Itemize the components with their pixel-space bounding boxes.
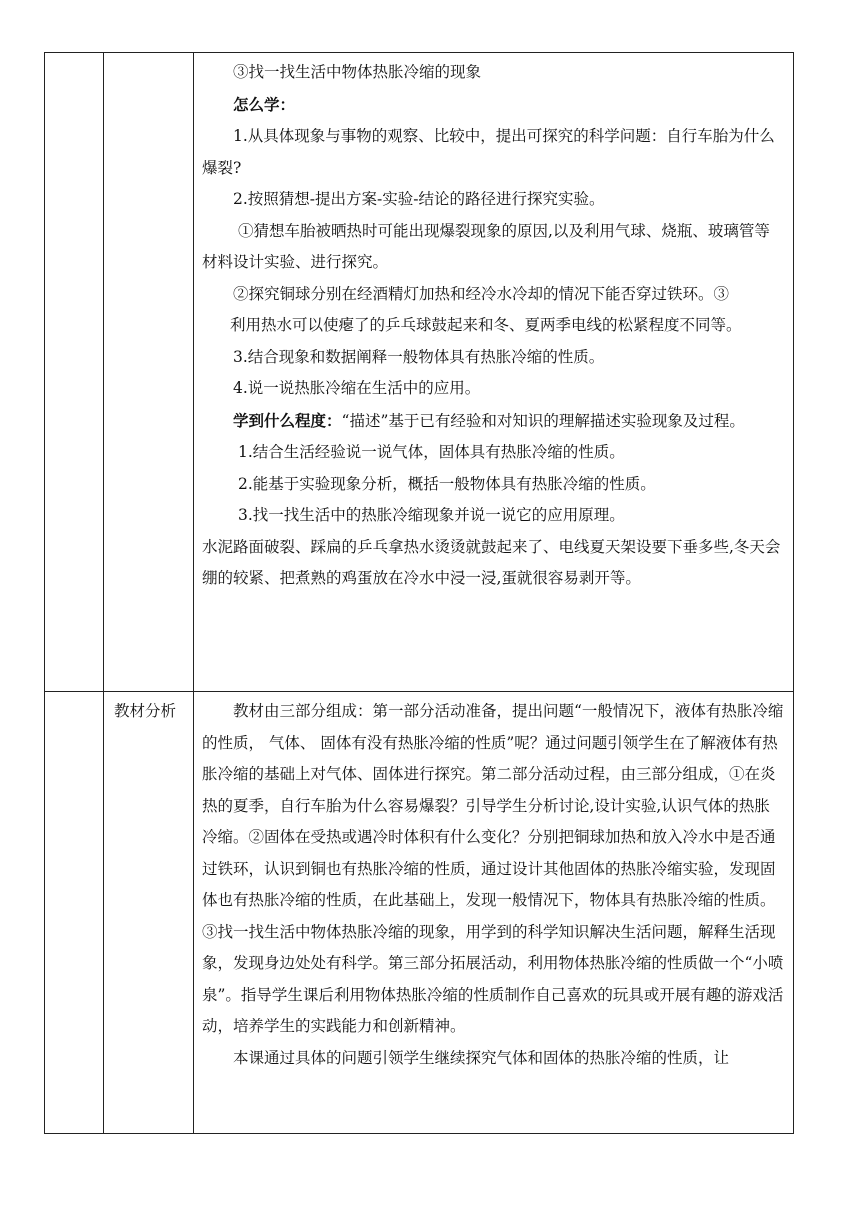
content-cell bbox=[194, 53, 794, 692]
row-label-cell bbox=[104, 692, 194, 1134]
text-line: 利用热水可以使瘪了的乒乓球鼓起来和冬、夏两季电线的松紧程度不同等。 bbox=[230, 316, 742, 334]
lesson-plan-table bbox=[44, 52, 794, 1134]
text-line: 2.按照猜想-提出方案-实验-结论的路径进行探究实验。 bbox=[233, 190, 605, 208]
text-line: ①猜想车胎被晒热时可能出现爆裂现象的原因,以及利用气球、烧瓶、玻璃管等材料设计实验、进行探究。 bbox=[202, 221, 770, 271]
text-line: 2.能基于实验现象分析，概括一般物体具有热胀冷缩的性质。 bbox=[238, 474, 656, 493]
empty-cell bbox=[45, 53, 104, 692]
text-line: ③找一找生活中物体热胀冷缩的现象 bbox=[233, 63, 482, 81]
text-line: 4.说一说热胀冷缩在生活中的应用。 bbox=[233, 379, 481, 397]
content-cell bbox=[194, 692, 794, 1134]
text-line: 1.从具体现象与事物的观察、比较中，提出可探究的科学问题：自行车胎为什么爆裂? bbox=[202, 127, 775, 177]
text-line: ②探究铜球分别在经酒精灯加热和经冷水冷却的情况下能否穿过铁环。③ bbox=[233, 284, 730, 303]
text-line: 3.找一找生活中的热胀冷缩现象并说一说它的应用原理。 bbox=[238, 506, 625, 524]
empty-cell bbox=[45, 692, 104, 1134]
text-line: 1.结合生活经验说一说气体，固体具有热胀冷缩的性质。 bbox=[238, 443, 625, 461]
text-line: 3.结合现象和数据阐释一般物体具有热胀冷缩的性质。 bbox=[233, 347, 605, 366]
empty-label-cell bbox=[104, 53, 194, 692]
degree-text: “描述”基于已有经验和对知识的理解描述实验现象及过程。 bbox=[341, 411, 745, 430]
paragraph: 本课通过具体的问题引领学生继续探究气体和固体的热胀冷缩的性质，让 bbox=[233, 1048, 730, 1067]
section-heading: 怎么学： bbox=[233, 94, 296, 114]
table-row bbox=[45, 53, 794, 692]
paragraph: 教材由三部分组成：第一部分活动准备，提出问题“一般情况下，液体有热胀冷缩的性质， 气体、 固体有没有热胀冷缩的性质”呢？通过问题引领学生在了解液体有热胀冷缩的基础上对气体、固体进行探究。第二部分活动过程，由三部分组成，①在炎热的夏季，自行车胎为什么容易爆裂？引导学生分析讨论,设计实验,认识气体的热胀冷缩。②固体在受热或遇冷时体积有什么变化？分别把铜球加热和放入冷水中是否通过铁环，认识到铜也有热胀冷缩的性质，通过设计其他固体的热胀冷缩实验，发现固体也有热胀冷缩的性质，在此基础上，发现一般情况下，物体具有热胀冷缩的性质。③找一找生活中物体热胀冷缩的现象，用学到的科学知识解决生活问题，解释生活现象，发现身边处处有科学。第三部分拓展活动，利用物体热胀冷缩的性质做一个“小喷泉”。指导学生课后利用物体热胀冷缩的性质制作自己喜欢的玩具或开展有趣的游戏活动，培养学生的实践能力和创新精神。 bbox=[202, 702, 784, 1035]
row-label: 教材分析 bbox=[114, 702, 177, 720]
text-line: 水泥路面破裂、踩扁的乒乓拿热水烫烫就鼓起来了、电线夏天架设要下垂多些,冬天会绷的较紧、把煮熟的鸡蛋放在冷水中浸一浸,蛋就很容易剥开等。 bbox=[202, 537, 781, 587]
table-row bbox=[45, 692, 794, 1134]
degree-label: 学到什么程度： bbox=[233, 410, 342, 430]
degree-paragraph bbox=[202, 405, 785, 438]
